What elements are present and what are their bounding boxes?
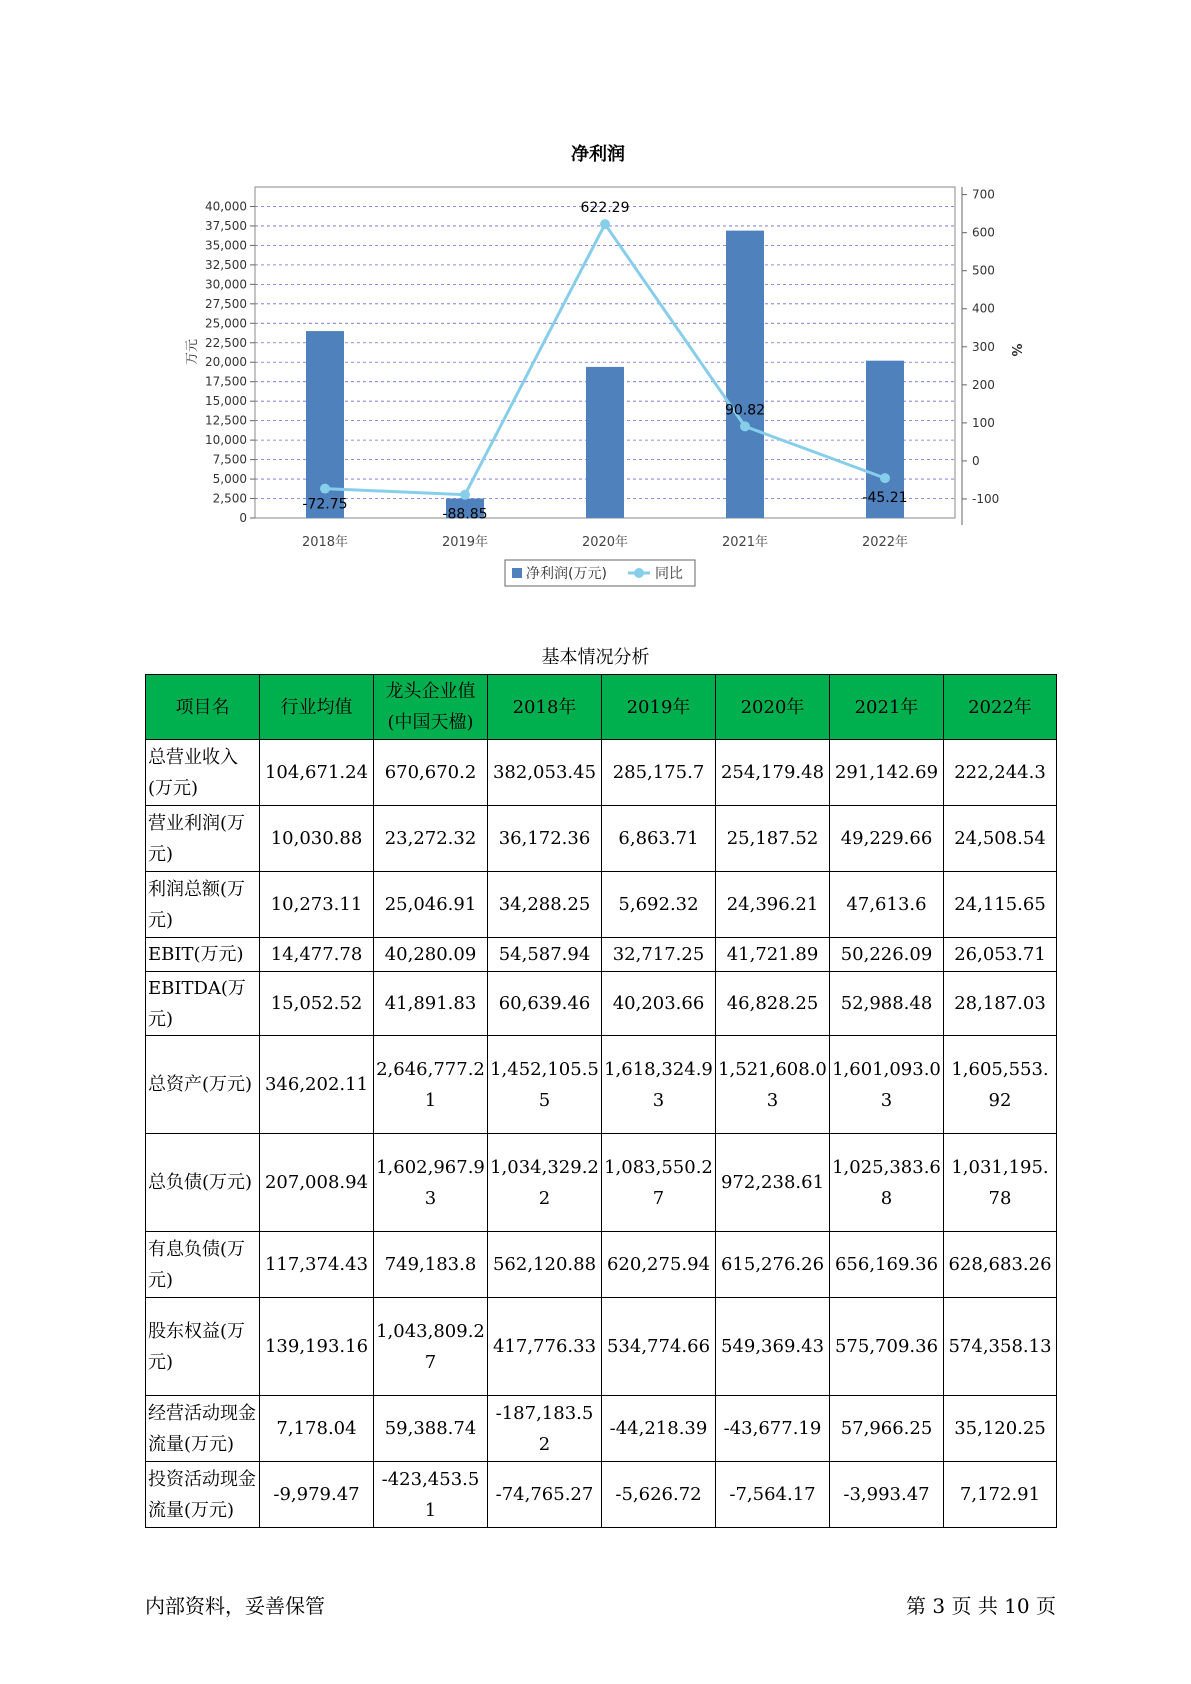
table-cell: 28,187.03 <box>944 972 1057 1036</box>
y-tick-label: 15,000 <box>205 394 247 409</box>
row-label: 总营业收入(万元) <box>146 740 260 806</box>
table-header-row <box>146 675 1057 740</box>
table-cell: 575,709.36 <box>830 1298 944 1396</box>
table-cell: -187,183.52 <box>488 1396 602 1462</box>
table-cell: 25,187.52 <box>716 806 830 872</box>
legend-line-marker <box>634 568 644 578</box>
y-tick-label: 25,000 <box>205 316 247 331</box>
table-cell: 24,508.54 <box>944 806 1057 872</box>
table-cell: 6,863.71 <box>602 806 716 872</box>
y2-axis-label: % <box>1008 343 1023 357</box>
table-cell: 52,988.48 <box>830 972 944 1036</box>
table-cell: 382,053.45 <box>488 740 602 806</box>
table-cell: 23,272.32 <box>374 806 488 872</box>
table-cell: 1,083,550.27 <box>602 1134 716 1232</box>
table-cell: 291,142.69 <box>830 740 944 806</box>
row-label: 总资产(万元) <box>146 1036 260 1134</box>
table-cell: -7,564.17 <box>716 1462 830 1528</box>
data-label: 90.82 <box>724 402 766 419</box>
table-cell: -423,453.51 <box>374 1462 488 1528</box>
table-cell: 7,172.91 <box>944 1462 1057 1528</box>
y-tick-label: 35,000 <box>205 238 247 253</box>
table-cell: 1,618,324.93 <box>602 1036 716 1134</box>
y2-tick-label: 600 <box>972 225 995 240</box>
table-cell: 41,721.89 <box>716 938 830 972</box>
table-cell: 628,683.26 <box>944 1232 1057 1298</box>
y2-tick-label: 300 <box>972 339 995 354</box>
table-cell: -43,677.19 <box>716 1396 830 1462</box>
table-cell: 574,358.13 <box>944 1298 1057 1396</box>
header-leader-value: 龙头企业值(中国天楹) <box>374 675 488 740</box>
table-cell: -5,626.72 <box>602 1462 716 1528</box>
table-cell: 1,452,105.55 <box>488 1036 602 1134</box>
analysis-table <box>145 674 1057 1528</box>
table-cell: -3,993.47 <box>830 1462 944 1528</box>
table-cell: 2,646,777.21 <box>374 1036 488 1134</box>
table-cell: 222,244.3 <box>944 740 1057 806</box>
y2-tick-label: 0 <box>972 453 980 468</box>
data-label: -88.85 <box>442 506 488 523</box>
point-yoy-2018年 <box>320 484 330 494</box>
y-tick-label: 40,000 <box>205 199 247 214</box>
header-item-name: 项目名 <box>146 675 260 740</box>
table-cell: -74,765.27 <box>488 1462 602 1528</box>
table-cell: 207,008.94 <box>260 1134 374 1232</box>
table-cell: 1,602,967.93 <box>374 1134 488 1232</box>
row-label: 利润总额(万元) <box>146 872 260 938</box>
table-row <box>146 806 1057 872</box>
y-tick-label: 10,000 <box>205 433 247 448</box>
y2-tick-label: 200 <box>972 377 995 392</box>
table-cell: 26,053.71 <box>944 938 1057 972</box>
table-cell: 24,396.21 <box>716 872 830 938</box>
row-label: EBIT(万元) <box>146 938 260 972</box>
header-2022: 2022年 <box>944 675 1057 740</box>
table-row <box>146 1298 1057 1396</box>
y-tick-label: 32,500 <box>205 257 247 272</box>
table-cell: 615,276.26 <box>716 1232 830 1298</box>
table-row <box>146 972 1057 1036</box>
table-cell: 1,605,553.92 <box>944 1036 1057 1134</box>
table-row <box>146 740 1057 806</box>
table-cell: 41,891.83 <box>374 972 488 1036</box>
legend-line-label: 同比 <box>655 566 683 582</box>
y-tick-label: 5,000 <box>212 472 247 487</box>
y2-tick-label: 500 <box>972 263 995 278</box>
table-cell: 15,052.52 <box>260 972 374 1036</box>
table-cell: 562,120.88 <box>488 1232 602 1298</box>
table-cell: 46,828.25 <box>716 972 830 1036</box>
header-2020: 2020年 <box>716 675 830 740</box>
bar-2021年 <box>726 231 764 518</box>
table-cell: 1,043,809.27 <box>374 1298 488 1396</box>
table-cell: 285,175.7 <box>602 740 716 806</box>
table-title: 基本情况分析 <box>541 647 650 668</box>
y2-tick-label: -100 <box>972 491 1000 506</box>
table-cell: -9,979.47 <box>260 1462 374 1528</box>
table-cell: 1,521,608.03 <box>716 1036 830 1134</box>
x-tick-label: 2021年 <box>721 535 769 550</box>
table-cell: 40,280.09 <box>374 938 488 972</box>
data-label: -45.21 <box>862 490 908 507</box>
footer-confidential: 内部资料，妥善保管 <box>145 1594 325 1618</box>
table-row <box>146 872 1057 938</box>
x-tick-label: 2022年 <box>861 535 909 550</box>
table-row <box>146 1396 1057 1462</box>
table-cell: 1,034,329.22 <box>488 1134 602 1232</box>
y-tick-label: 27,500 <box>205 296 247 311</box>
table-row <box>146 1462 1057 1528</box>
table-cell: 25,046.91 <box>374 872 488 938</box>
point-yoy-2019年 <box>460 490 470 500</box>
chart-svg <box>0 0 1191 600</box>
row-label: 投资活动现金流量(万元) <box>146 1462 260 1528</box>
net-profit-chart <box>0 0 1191 600</box>
y-tick-label: 22,500 <box>205 335 247 350</box>
table-row <box>146 938 1057 972</box>
data-label: -72.75 <box>302 496 348 513</box>
header-industry-avg: 行业均值 <box>260 675 374 740</box>
header-2019: 2019年 <box>602 675 716 740</box>
table-cell: 7,178.04 <box>260 1396 374 1462</box>
table-cell: 10,030.88 <box>260 806 374 872</box>
table-cell: 54,587.94 <box>488 938 602 972</box>
table-body <box>146 740 1057 1528</box>
legend-bar-swatch <box>512 568 522 578</box>
legend-bar-label: 净利润(万元) <box>526 566 607 582</box>
y-tick-label: 0 <box>239 511 247 525</box>
table-cell: 47,613.6 <box>830 872 944 938</box>
table-row <box>146 1036 1057 1134</box>
table-cell: 104,671.24 <box>260 740 374 806</box>
table-cell: 50,226.09 <box>830 938 944 972</box>
table-cell: 656,169.36 <box>830 1232 944 1298</box>
table-cell: 139,193.16 <box>260 1298 374 1396</box>
table-cell: 534,774.66 <box>602 1298 716 1396</box>
table-cell: 670,670.2 <box>374 740 488 806</box>
table-cell: 1,031,195.78 <box>944 1134 1057 1232</box>
table-cell: 1,601,093.03 <box>830 1036 944 1134</box>
row-label: 营业利润(万元) <box>146 806 260 872</box>
row-label: 经营活动现金流量(万元) <box>146 1396 260 1462</box>
footer-page-number: 第 3 页 共 10 页 <box>906 1594 1056 1618</box>
table-cell: 620,275.94 <box>602 1232 716 1298</box>
table-cell: 49,229.66 <box>830 806 944 872</box>
chart-title: 净利润 <box>571 144 625 165</box>
y-tick-label: 12,500 <box>205 413 247 428</box>
y-tick-label: 30,000 <box>205 277 247 292</box>
y-tick-label: 37,500 <box>205 218 247 233</box>
table-cell: 24,115.65 <box>944 872 1057 938</box>
table-cell: 117,374.43 <box>260 1232 374 1298</box>
table-cell: 1,025,383.68 <box>830 1134 944 1232</box>
x-tick-label: 2018年 <box>301 535 349 550</box>
table-row <box>146 1134 1057 1232</box>
y2-tick-label: 400 <box>972 301 995 316</box>
point-yoy-2022年 <box>880 473 890 483</box>
table-cell: 5,692.32 <box>602 872 716 938</box>
y-axis-label: 万元 <box>185 338 200 366</box>
table-cell: -44,218.39 <box>602 1396 716 1462</box>
x-tick-label: 2019年 <box>441 535 489 550</box>
table-cell: 35,120.25 <box>944 1396 1057 1462</box>
x-tick-label: 2020年 <box>581 535 629 550</box>
table-cell: 10,273.11 <box>260 872 374 938</box>
row-label: EBITDA(万元) <box>146 972 260 1036</box>
table-cell: 972,238.61 <box>716 1134 830 1232</box>
y2-tick-label: 700 <box>972 187 995 202</box>
y-tick-label: 2,500 <box>212 491 247 506</box>
row-label: 股东权益(万元) <box>146 1298 260 1396</box>
header-2021: 2021年 <box>830 675 944 740</box>
table-cell: 749,183.8 <box>374 1232 488 1298</box>
y-tick-label: 7,500 <box>212 452 247 467</box>
table-cell: 346,202.11 <box>260 1036 374 1134</box>
table-cell: 549,369.43 <box>716 1298 830 1396</box>
table-cell: 57,966.25 <box>830 1396 944 1462</box>
table-cell: 32,717.25 <box>602 938 716 972</box>
header-2018: 2018年 <box>488 675 602 740</box>
row-label: 总负债(万元) <box>146 1134 260 1232</box>
point-yoy-2020年 <box>600 219 610 229</box>
table-cell: 14,477.78 <box>260 938 374 972</box>
table-cell: 60,639.46 <box>488 972 602 1036</box>
table-row <box>146 1232 1057 1298</box>
y2-tick-label: 100 <box>972 415 995 430</box>
table-cell: 34,288.25 <box>488 872 602 938</box>
row-label: 有息负债(万元) <box>146 1232 260 1298</box>
table-cell: 417,776.33 <box>488 1298 602 1396</box>
table-cell: 254,179.48 <box>716 740 830 806</box>
table-cell: 36,172.36 <box>488 806 602 872</box>
table-cell: 40,203.66 <box>602 972 716 1036</box>
table-cell: 59,388.74 <box>374 1396 488 1462</box>
y-tick-label: 20,000 <box>205 355 247 370</box>
point-yoy-2021年 <box>740 421 750 431</box>
bar-2020年 <box>586 367 624 518</box>
data-label: 622.29 <box>580 200 630 217</box>
y-tick-label: 17,500 <box>205 374 247 389</box>
